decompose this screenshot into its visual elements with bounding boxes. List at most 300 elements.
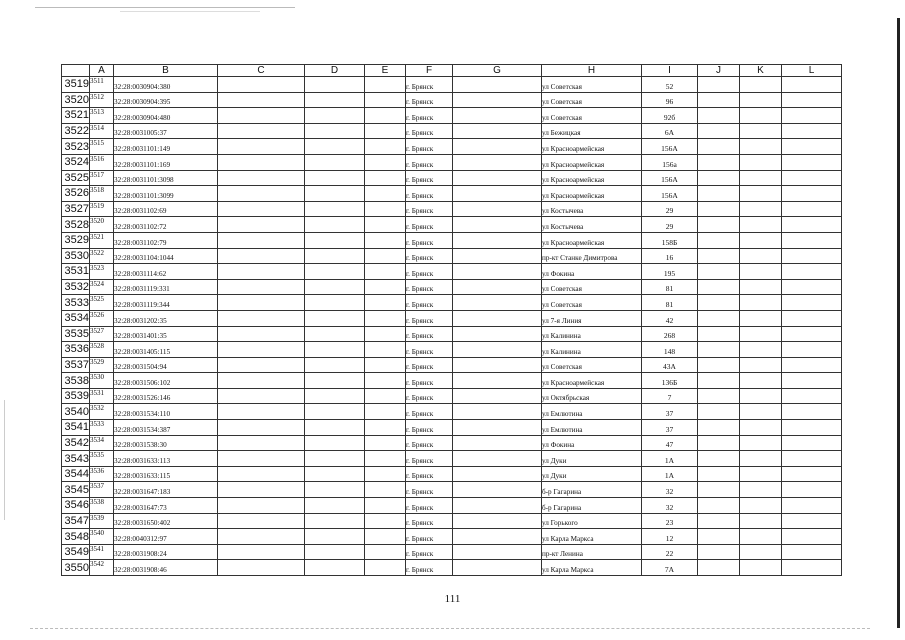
column-header-h[interactable]: H — [542, 65, 642, 77]
row-number[interactable]: 3541 — [62, 420, 90, 436]
cell-b-cadastral-number[interactable]: 32:28:0031101:3099 — [114, 186, 218, 202]
cell-c[interactable] — [218, 123, 305, 139]
cell-e[interactable] — [365, 108, 406, 124]
cell-c[interactable] — [218, 529, 305, 545]
cell-i-house-number[interactable]: 52 — [642, 77, 698, 93]
cell-b-cadastral-number[interactable]: 32:28:0031114:62 — [114, 264, 218, 280]
column-header-e[interactable]: E — [365, 65, 406, 77]
cell-e[interactable] — [365, 373, 406, 389]
cell-f-city[interactable]: г. Брянск — [406, 201, 453, 217]
cell-h-street[interactable]: ул Советская — [542, 295, 642, 311]
cell-k[interactable] — [740, 170, 782, 186]
cell-g[interactable] — [453, 373, 542, 389]
cell-a[interactable]: 3526 — [90, 310, 114, 326]
cell-e[interactable] — [365, 310, 406, 326]
row-number[interactable]: 3535 — [62, 326, 90, 342]
cell-e[interactable] — [365, 357, 406, 373]
cell-j[interactable] — [698, 388, 740, 404]
cell-d[interactable] — [305, 420, 365, 436]
cell-d[interactable] — [305, 529, 365, 545]
cell-e[interactable] — [365, 279, 406, 295]
row-number[interactable]: 3534 — [62, 310, 90, 326]
row-number[interactable]: 3549 — [62, 544, 90, 560]
row-number[interactable]: 3522 — [62, 123, 90, 139]
cell-g[interactable] — [453, 108, 542, 124]
row-number[interactable]: 3526 — [62, 186, 90, 202]
cell-f-city[interactable]: г. Брянск — [406, 529, 453, 545]
row-number[interactable]: 3536 — [62, 342, 90, 358]
cell-c[interactable] — [218, 248, 305, 264]
cell-k[interactable] — [740, 513, 782, 529]
cell-g[interactable] — [453, 466, 542, 482]
cell-b-cadastral-number[interactable]: 32:28:0031119:344 — [114, 295, 218, 311]
cell-i-house-number[interactable]: 29 — [642, 201, 698, 217]
cell-d[interactable] — [305, 154, 365, 170]
cell-l[interactable] — [782, 342, 842, 358]
cell-c[interactable] — [218, 435, 305, 451]
cell-i-house-number[interactable]: 156А — [642, 139, 698, 155]
cell-c[interactable] — [218, 154, 305, 170]
cell-g[interactable] — [453, 435, 542, 451]
cell-e[interactable] — [365, 513, 406, 529]
cell-d[interactable] — [305, 232, 365, 248]
cell-h-street[interactable]: ул Фокина — [542, 264, 642, 280]
cell-h-street[interactable]: б-р Гагарина — [542, 482, 642, 498]
row-number[interactable]: 3540 — [62, 404, 90, 420]
cell-e[interactable] — [365, 186, 406, 202]
cell-a[interactable]: 3521 — [90, 232, 114, 248]
cell-f-city[interactable]: г. Брянск — [406, 108, 453, 124]
cell-e[interactable] — [365, 217, 406, 233]
cell-a[interactable]: 3528 — [90, 342, 114, 358]
cell-g[interactable] — [453, 498, 542, 514]
cell-d[interactable] — [305, 264, 365, 280]
cell-j[interactable] — [698, 435, 740, 451]
cell-k[interactable] — [740, 217, 782, 233]
cell-k[interactable] — [740, 482, 782, 498]
cell-c[interactable] — [218, 451, 305, 467]
cell-d[interactable] — [305, 451, 365, 467]
cell-l[interactable] — [782, 248, 842, 264]
cell-b-cadastral-number[interactable]: 32:28:0031908:46 — [114, 560, 218, 576]
cell-e[interactable] — [365, 154, 406, 170]
column-header-i[interactable]: I — [642, 65, 698, 77]
column-header-g[interactable]: G — [453, 65, 542, 77]
cell-a[interactable]: 3530 — [90, 373, 114, 389]
cell-b-cadastral-number[interactable]: 32:28:0031401:35 — [114, 326, 218, 342]
cell-f-city[interactable]: г. Брянск — [406, 420, 453, 436]
cell-k[interactable] — [740, 295, 782, 311]
cell-j[interactable] — [698, 295, 740, 311]
cell-i-house-number[interactable]: 32 — [642, 482, 698, 498]
cell-d[interactable] — [305, 92, 365, 108]
cell-c[interactable] — [218, 217, 305, 233]
cell-b-cadastral-number[interactable]: 32:28:0031506:102 — [114, 373, 218, 389]
row-number[interactable]: 3523 — [62, 139, 90, 155]
cell-g[interactable] — [453, 186, 542, 202]
cell-j[interactable] — [698, 77, 740, 93]
row-number[interactable]: 3537 — [62, 357, 90, 373]
cell-e[interactable] — [365, 482, 406, 498]
cell-g[interactable] — [453, 154, 542, 170]
cell-h-street[interactable]: ул Красноармейская — [542, 232, 642, 248]
column-header-a[interactable]: A — [90, 65, 114, 77]
cell-f-city[interactable]: г. Брянск — [406, 466, 453, 482]
cell-i-house-number[interactable]: 23 — [642, 513, 698, 529]
cell-b-cadastral-number[interactable]: 32:28:0031534:110 — [114, 404, 218, 420]
cell-j[interactable] — [698, 186, 740, 202]
cell-f-city[interactable]: г. Брянск — [406, 388, 453, 404]
cell-d[interactable] — [305, 108, 365, 124]
cell-i-house-number[interactable]: 96 — [642, 92, 698, 108]
cell-h-street[interactable]: ул Костычева — [542, 201, 642, 217]
cell-e[interactable] — [365, 170, 406, 186]
cell-c[interactable] — [218, 498, 305, 514]
cell-l[interactable] — [782, 201, 842, 217]
cell-c[interactable] — [218, 264, 305, 280]
column-header-l[interactable]: L — [782, 65, 842, 77]
column-header-f[interactable]: F — [406, 65, 453, 77]
cell-a[interactable]: 3523 — [90, 264, 114, 280]
cell-g[interactable] — [453, 451, 542, 467]
cell-j[interactable] — [698, 232, 740, 248]
cell-f-city[interactable]: г. Брянск — [406, 77, 453, 93]
cell-i-house-number[interactable]: 81 — [642, 279, 698, 295]
cell-l[interactable] — [782, 264, 842, 280]
cell-l[interactable] — [782, 388, 842, 404]
cell-c[interactable] — [218, 466, 305, 482]
cell-j[interactable] — [698, 482, 740, 498]
cell-b-cadastral-number[interactable]: 32:28:0031633:115 — [114, 466, 218, 482]
cell-d[interactable] — [305, 248, 365, 264]
cell-k[interactable] — [740, 92, 782, 108]
cell-f-city[interactable]: г. Брянск — [406, 248, 453, 264]
cell-l[interactable] — [782, 420, 842, 436]
cell-i-house-number[interactable]: 22 — [642, 544, 698, 560]
cell-a[interactable]: 3516 — [90, 154, 114, 170]
cell-c[interactable] — [218, 357, 305, 373]
cell-g[interactable] — [453, 92, 542, 108]
cell-i-house-number[interactable]: 12 — [642, 529, 698, 545]
cell-i-house-number[interactable]: 1А — [642, 466, 698, 482]
cell-h-street[interactable]: ул Дуки — [542, 466, 642, 482]
cell-b-cadastral-number[interactable]: 32:28:0031534:387 — [114, 420, 218, 436]
cell-d[interactable] — [305, 186, 365, 202]
cell-f-city[interactable]: г. Брянск — [406, 498, 453, 514]
cell-j[interactable] — [698, 310, 740, 326]
cell-f-city[interactable]: г. Брянск — [406, 560, 453, 576]
cell-i-house-number[interactable]: 136Б — [642, 373, 698, 389]
cell-h-street[interactable]: ул Красноармейская — [542, 139, 642, 155]
cell-d[interactable] — [305, 498, 365, 514]
cell-j[interactable] — [698, 544, 740, 560]
cell-j[interactable] — [698, 420, 740, 436]
cell-i-house-number[interactable]: 16 — [642, 248, 698, 264]
cell-b-cadastral-number[interactable]: 32:28:0031101:3098 — [114, 170, 218, 186]
cell-k[interactable] — [740, 388, 782, 404]
cell-b-cadastral-number[interactable]: 32:28:0031526:146 — [114, 388, 218, 404]
cell-f-city[interactable]: г. Брянск — [406, 232, 453, 248]
cell-g[interactable] — [453, 560, 542, 576]
cell-h-street[interactable]: ул Емлютина — [542, 404, 642, 420]
column-header-corner[interactable] — [62, 65, 90, 77]
cell-e[interactable] — [365, 498, 406, 514]
cell-f-city[interactable]: г. Брянск — [406, 310, 453, 326]
cell-h-street[interactable]: ул Бежицкая — [542, 123, 642, 139]
cell-i-house-number[interactable]: 268 — [642, 326, 698, 342]
cell-d[interactable] — [305, 513, 365, 529]
cell-a[interactable]: 3513 — [90, 108, 114, 124]
cell-c[interactable] — [218, 232, 305, 248]
cell-g[interactable] — [453, 77, 542, 93]
cell-l[interactable] — [782, 232, 842, 248]
row-number[interactable]: 3548 — [62, 529, 90, 545]
cell-c[interactable] — [218, 420, 305, 436]
cell-a[interactable]: 3518 — [90, 186, 114, 202]
cell-f-city[interactable]: г. Брянск — [406, 186, 453, 202]
cell-l[interactable] — [782, 108, 842, 124]
cell-j[interactable] — [698, 279, 740, 295]
column-header-j[interactable]: J — [698, 65, 740, 77]
cell-a[interactable]: 3534 — [90, 435, 114, 451]
cell-i-house-number[interactable]: 29 — [642, 217, 698, 233]
cell-g[interactable] — [453, 513, 542, 529]
row-number[interactable]: 3544 — [62, 466, 90, 482]
cell-j[interactable] — [698, 139, 740, 155]
cell-d[interactable] — [305, 170, 365, 186]
cell-f-city[interactable]: г. Брянск — [406, 123, 453, 139]
cell-g[interactable] — [453, 232, 542, 248]
cell-e[interactable] — [365, 295, 406, 311]
cell-b-cadastral-number[interactable]: 32:28:0031650:402 — [114, 513, 218, 529]
cell-i-house-number[interactable]: 156А — [642, 186, 698, 202]
cell-j[interactable] — [698, 217, 740, 233]
cell-f-city[interactable]: г. Брянск — [406, 326, 453, 342]
cell-e[interactable] — [365, 529, 406, 545]
cell-i-house-number[interactable]: 43А — [642, 357, 698, 373]
cell-l[interactable] — [782, 435, 842, 451]
cell-f-city[interactable]: г. Брянск — [406, 482, 453, 498]
cell-l[interactable] — [782, 77, 842, 93]
cell-j[interactable] — [698, 123, 740, 139]
cell-b-cadastral-number[interactable]: 32:28:0031102:69 — [114, 201, 218, 217]
cell-c[interactable] — [218, 295, 305, 311]
cell-d[interactable] — [305, 435, 365, 451]
row-number[interactable]: 3525 — [62, 170, 90, 186]
cell-e[interactable] — [365, 123, 406, 139]
cell-d[interactable] — [305, 77, 365, 93]
cell-l[interactable] — [782, 529, 842, 545]
cell-l[interactable] — [782, 357, 842, 373]
cell-f-city[interactable]: г. Брянск — [406, 264, 453, 280]
cell-i-house-number[interactable]: 195 — [642, 264, 698, 280]
cell-i-house-number[interactable]: 6А — [642, 123, 698, 139]
cell-f-city[interactable]: г. Брянск — [406, 451, 453, 467]
cell-l[interactable] — [782, 544, 842, 560]
cell-f-city[interactable]: г. Брянск — [406, 279, 453, 295]
cell-j[interactable] — [698, 108, 740, 124]
cell-e[interactable] — [365, 139, 406, 155]
cell-h-street[interactable]: ул Горького — [542, 513, 642, 529]
row-number[interactable]: 3528 — [62, 217, 90, 233]
cell-i-house-number[interactable]: 1А — [642, 451, 698, 467]
cell-g[interactable] — [453, 139, 542, 155]
cell-d[interactable] — [305, 201, 365, 217]
cell-k[interactable] — [740, 201, 782, 217]
cell-k[interactable] — [740, 529, 782, 545]
cell-k[interactable] — [740, 420, 782, 436]
row-number[interactable]: 3532 — [62, 279, 90, 295]
cell-e[interactable] — [365, 435, 406, 451]
cell-d[interactable] — [305, 123, 365, 139]
cell-l[interactable] — [782, 466, 842, 482]
cell-a[interactable]: 3539 — [90, 513, 114, 529]
cell-e[interactable] — [365, 466, 406, 482]
cell-g[interactable] — [453, 310, 542, 326]
cell-j[interactable] — [698, 201, 740, 217]
cell-i-house-number[interactable]: 81 — [642, 295, 698, 311]
cell-a[interactable]: 3512 — [90, 92, 114, 108]
cell-a[interactable]: 3522 — [90, 248, 114, 264]
cell-j[interactable] — [698, 264, 740, 280]
cell-a[interactable]: 3541 — [90, 544, 114, 560]
cell-a[interactable]: 3520 — [90, 217, 114, 233]
cell-e[interactable] — [365, 420, 406, 436]
cell-k[interactable] — [740, 154, 782, 170]
cell-l[interactable] — [782, 217, 842, 233]
cell-h-street[interactable]: пр-кт Ленина — [542, 544, 642, 560]
cell-h-street[interactable]: ул Дуки — [542, 451, 642, 467]
cell-a[interactable]: 3531 — [90, 388, 114, 404]
cell-k[interactable] — [740, 77, 782, 93]
cell-l[interactable] — [782, 326, 842, 342]
cell-j[interactable] — [698, 373, 740, 389]
cell-h-street[interactable]: ул Емлютина — [542, 420, 642, 436]
cell-f-city[interactable]: г. Брянск — [406, 154, 453, 170]
cell-c[interactable] — [218, 92, 305, 108]
cell-a[interactable]: 3535 — [90, 451, 114, 467]
cell-h-street[interactable]: ул Фокина — [542, 435, 642, 451]
cell-h-street[interactable]: ул Калинина — [542, 326, 642, 342]
cell-j[interactable] — [698, 529, 740, 545]
cell-d[interactable] — [305, 310, 365, 326]
cell-b-cadastral-number[interactable]: 32:28:0031504:94 — [114, 357, 218, 373]
cell-a[interactable]: 3524 — [90, 279, 114, 295]
cell-h-street[interactable]: ул Костычева — [542, 217, 642, 233]
cell-c[interactable] — [218, 404, 305, 420]
cell-a[interactable]: 3527 — [90, 326, 114, 342]
cell-g[interactable] — [453, 404, 542, 420]
cell-d[interactable] — [305, 466, 365, 482]
cell-f-city[interactable]: г. Брянск — [406, 139, 453, 155]
column-header-k[interactable]: K — [740, 65, 782, 77]
cell-k[interactable] — [740, 544, 782, 560]
cell-f-city[interactable]: г. Брянск — [406, 544, 453, 560]
cell-h-street[interactable]: ул Красноармейская — [542, 186, 642, 202]
cell-f-city[interactable]: г. Брянск — [406, 217, 453, 233]
cell-h-street[interactable]: ул Октябрьская — [542, 388, 642, 404]
row-number[interactable]: 3530 — [62, 248, 90, 264]
row-number[interactable]: 3545 — [62, 482, 90, 498]
cell-l[interactable] — [782, 295, 842, 311]
cell-l[interactable] — [782, 92, 842, 108]
cell-k[interactable] — [740, 342, 782, 358]
cell-h-street[interactable]: пр-кт Станке Димитрова — [542, 248, 642, 264]
cell-b-cadastral-number[interactable]: 32:28:0030904:480 — [114, 108, 218, 124]
cell-c[interactable] — [218, 170, 305, 186]
cell-d[interactable] — [305, 482, 365, 498]
cell-e[interactable] — [365, 342, 406, 358]
cell-l[interactable] — [782, 513, 842, 529]
cell-d[interactable] — [305, 404, 365, 420]
cell-b-cadastral-number[interactable]: 32:28:0031908:24 — [114, 544, 218, 560]
cell-h-street[interactable]: ул Советская — [542, 92, 642, 108]
row-number[interactable]: 3539 — [62, 388, 90, 404]
cell-i-house-number[interactable]: 47 — [642, 435, 698, 451]
cell-b-cadastral-number[interactable]: 32:28:0031647:73 — [114, 498, 218, 514]
cell-k[interactable] — [740, 264, 782, 280]
cell-c[interactable] — [218, 388, 305, 404]
cell-c[interactable] — [218, 279, 305, 295]
cell-i-house-number[interactable]: 156А — [642, 170, 698, 186]
cell-k[interactable] — [740, 310, 782, 326]
cell-b-cadastral-number[interactable]: 32:28:0030904:380 — [114, 77, 218, 93]
cell-c[interactable] — [218, 373, 305, 389]
cell-h-street[interactable]: ул Красноармейская — [542, 373, 642, 389]
cell-l[interactable] — [782, 373, 842, 389]
cell-b-cadastral-number[interactable]: 32:28:0031647:183 — [114, 482, 218, 498]
cell-i-house-number[interactable]: 32 — [642, 498, 698, 514]
cell-c[interactable] — [218, 108, 305, 124]
cell-k[interactable] — [740, 232, 782, 248]
cell-b-cadastral-number[interactable]: 32:28:0031119:331 — [114, 279, 218, 295]
cell-j[interactable] — [698, 342, 740, 358]
cell-e[interactable] — [365, 326, 406, 342]
cell-d[interactable] — [305, 342, 365, 358]
cell-l[interactable] — [782, 123, 842, 139]
cell-f-city[interactable]: г. Брянск — [406, 404, 453, 420]
cell-h-street[interactable]: ул Карла Маркса — [542, 529, 642, 545]
cell-e[interactable] — [365, 201, 406, 217]
cell-a[interactable]: 3538 — [90, 498, 114, 514]
cell-k[interactable] — [740, 248, 782, 264]
row-number[interactable]: 3546 — [62, 498, 90, 514]
cell-g[interactable] — [453, 482, 542, 498]
cell-g[interactable] — [453, 170, 542, 186]
cell-g[interactable] — [453, 420, 542, 436]
column-header-d[interactable]: D — [305, 65, 365, 77]
cell-d[interactable] — [305, 544, 365, 560]
cell-l[interactable] — [782, 170, 842, 186]
cell-e[interactable] — [365, 388, 406, 404]
cell-l[interactable] — [782, 482, 842, 498]
cell-a[interactable]: 3517 — [90, 170, 114, 186]
cell-a[interactable]: 3529 — [90, 357, 114, 373]
cell-c[interactable] — [218, 77, 305, 93]
cell-a[interactable]: 3511 — [90, 77, 114, 93]
cell-g[interactable] — [453, 295, 542, 311]
cell-j[interactable] — [698, 357, 740, 373]
cell-g[interactable] — [453, 279, 542, 295]
cell-b-cadastral-number[interactable]: 32:28:0031104:1044 — [114, 248, 218, 264]
cell-h-street[interactable]: ул Карла Маркса — [542, 560, 642, 576]
cell-j[interactable] — [698, 404, 740, 420]
cell-f-city[interactable]: г. Брянск — [406, 435, 453, 451]
cell-d[interactable] — [305, 560, 365, 576]
cell-f-city[interactable]: г. Брянск — [406, 513, 453, 529]
cell-h-street[interactable]: б-р Гагарина — [542, 498, 642, 514]
cell-l[interactable] — [782, 560, 842, 576]
